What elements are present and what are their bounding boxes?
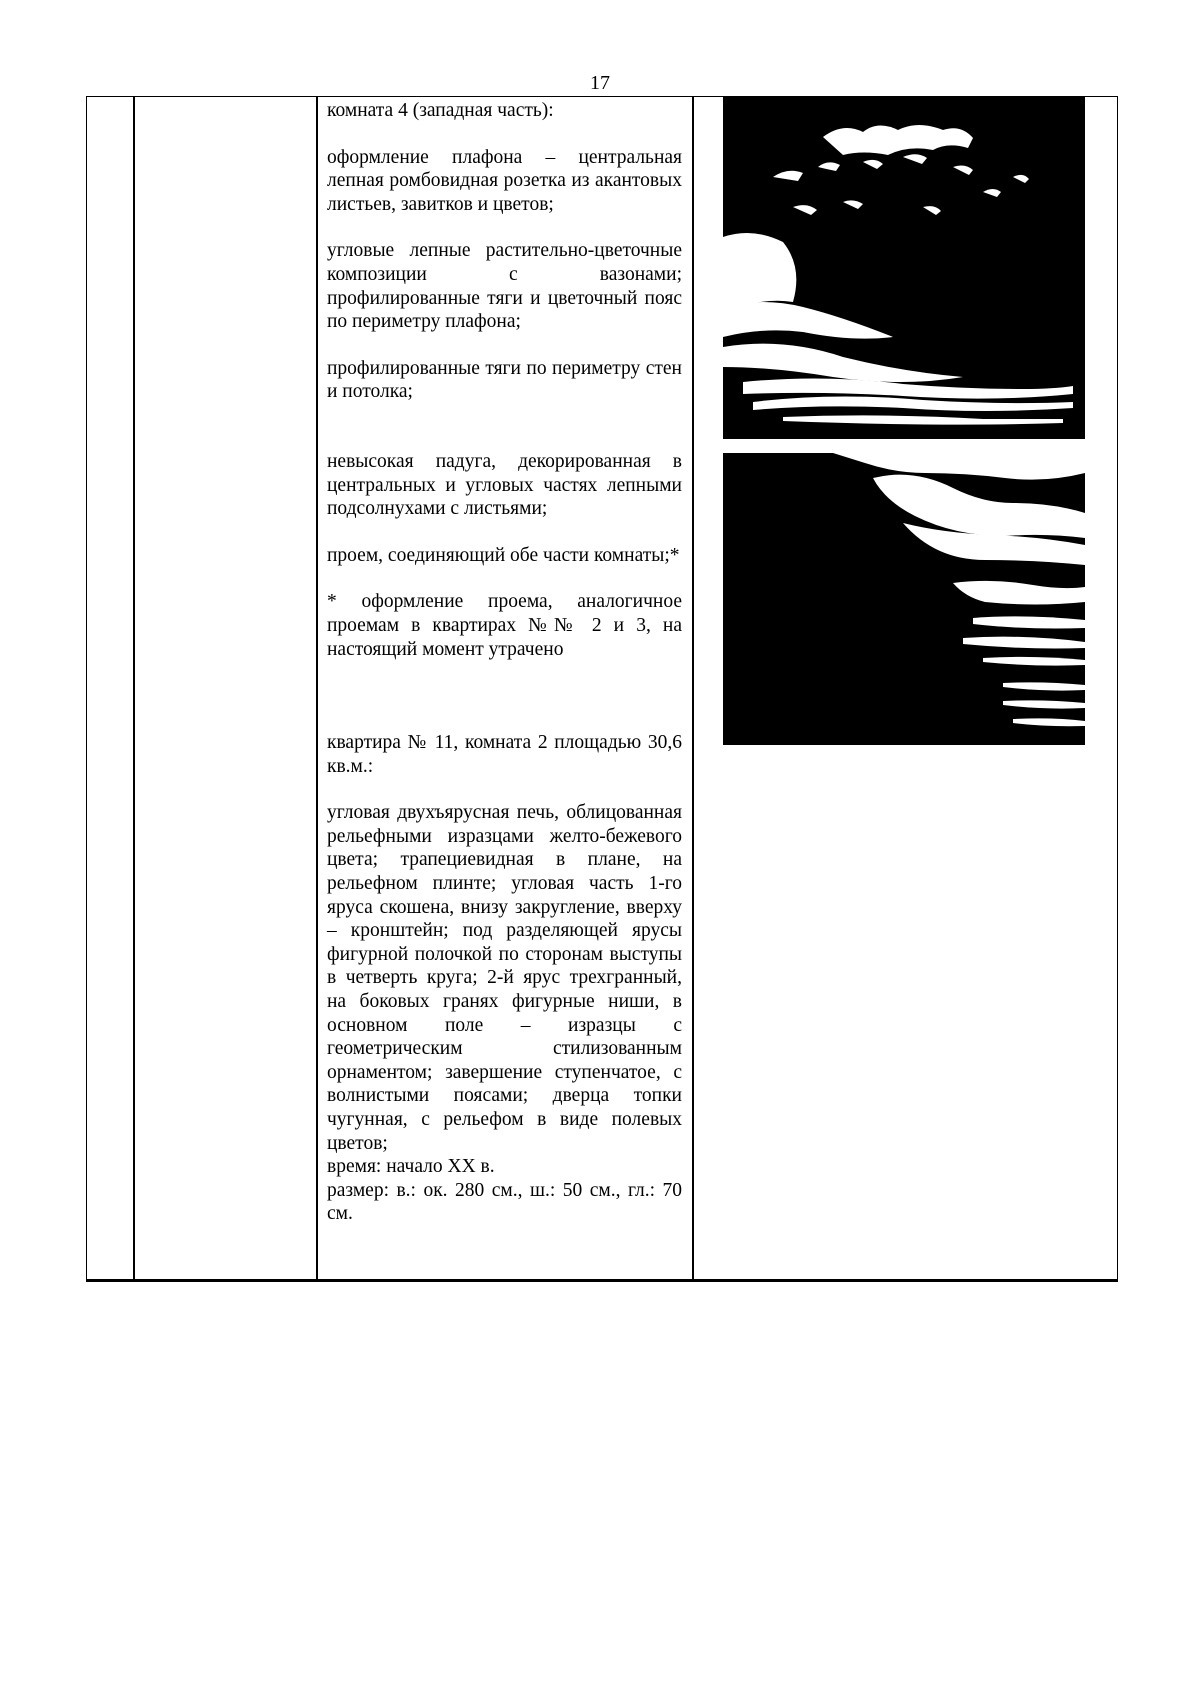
footnote: * оформление проема, аналогичное проемам в квартирах №№ 2 и 3, на настоящий момент утрачено xyxy=(327,591,682,660)
description-item: невысокая падуга, декорированная в центральных и угловых частях лепными подсолнухами с листьями; xyxy=(327,450,682,520)
column-divider xyxy=(692,96,694,1282)
description-item: оформление плафона – центральная лепная ромбовидная розетка из акантовых листьев, завитков и цветов; xyxy=(327,146,682,215)
room-heading: комната 4 (западная часть): xyxy=(327,100,554,121)
stove-description: угловая двухъярусная печь, облицованная рельефными изразцами желто-бежевого цвета; трапециевидная в плане, на рельефном плинте; угловая часть 1-го яруса скошена, внизу закругление, вверху – кронштейн; под разделяющей ярусы фигурной полочкой по сторонам выступы в четверть круга; 2-й ярус трехгранный, на боковых гранях фигурные ниши, в основном поле – изразцы с геометрическим стилизованным орнаментом; завершение ступенчатое, с волнистыми поясами; дверца топки чугунная, с рельефом в виде полевых цветов; xyxy=(327,802,682,1154)
description-item: профилированные тяги по периметру стен и потолка; xyxy=(327,357,682,403)
column-divider xyxy=(316,96,318,1282)
ceiling-plafond-photo xyxy=(723,97,1085,439)
apartment-heading: квартира № 11, комната 2 площадью 30,6 кв.м.: xyxy=(327,732,682,777)
column-divider xyxy=(133,96,135,1282)
description-item: проем, соединяющий обе части комнаты;* xyxy=(327,544,680,566)
description-cell xyxy=(327,99,682,1226)
page-number: 17 xyxy=(590,72,610,94)
description-item: угловые лепные растительно-цветочные композиции с вазонами; профилированные тяги и цветочный пояс по периметру плафона; xyxy=(327,240,682,333)
time-line: время: начало XX в. xyxy=(327,1156,495,1178)
size-line: размер: в.: ок. 280 см., ш.: 50 см., гл.: 70 см. xyxy=(327,1179,682,1225)
ceiling-cornice-photo xyxy=(723,453,1085,745)
